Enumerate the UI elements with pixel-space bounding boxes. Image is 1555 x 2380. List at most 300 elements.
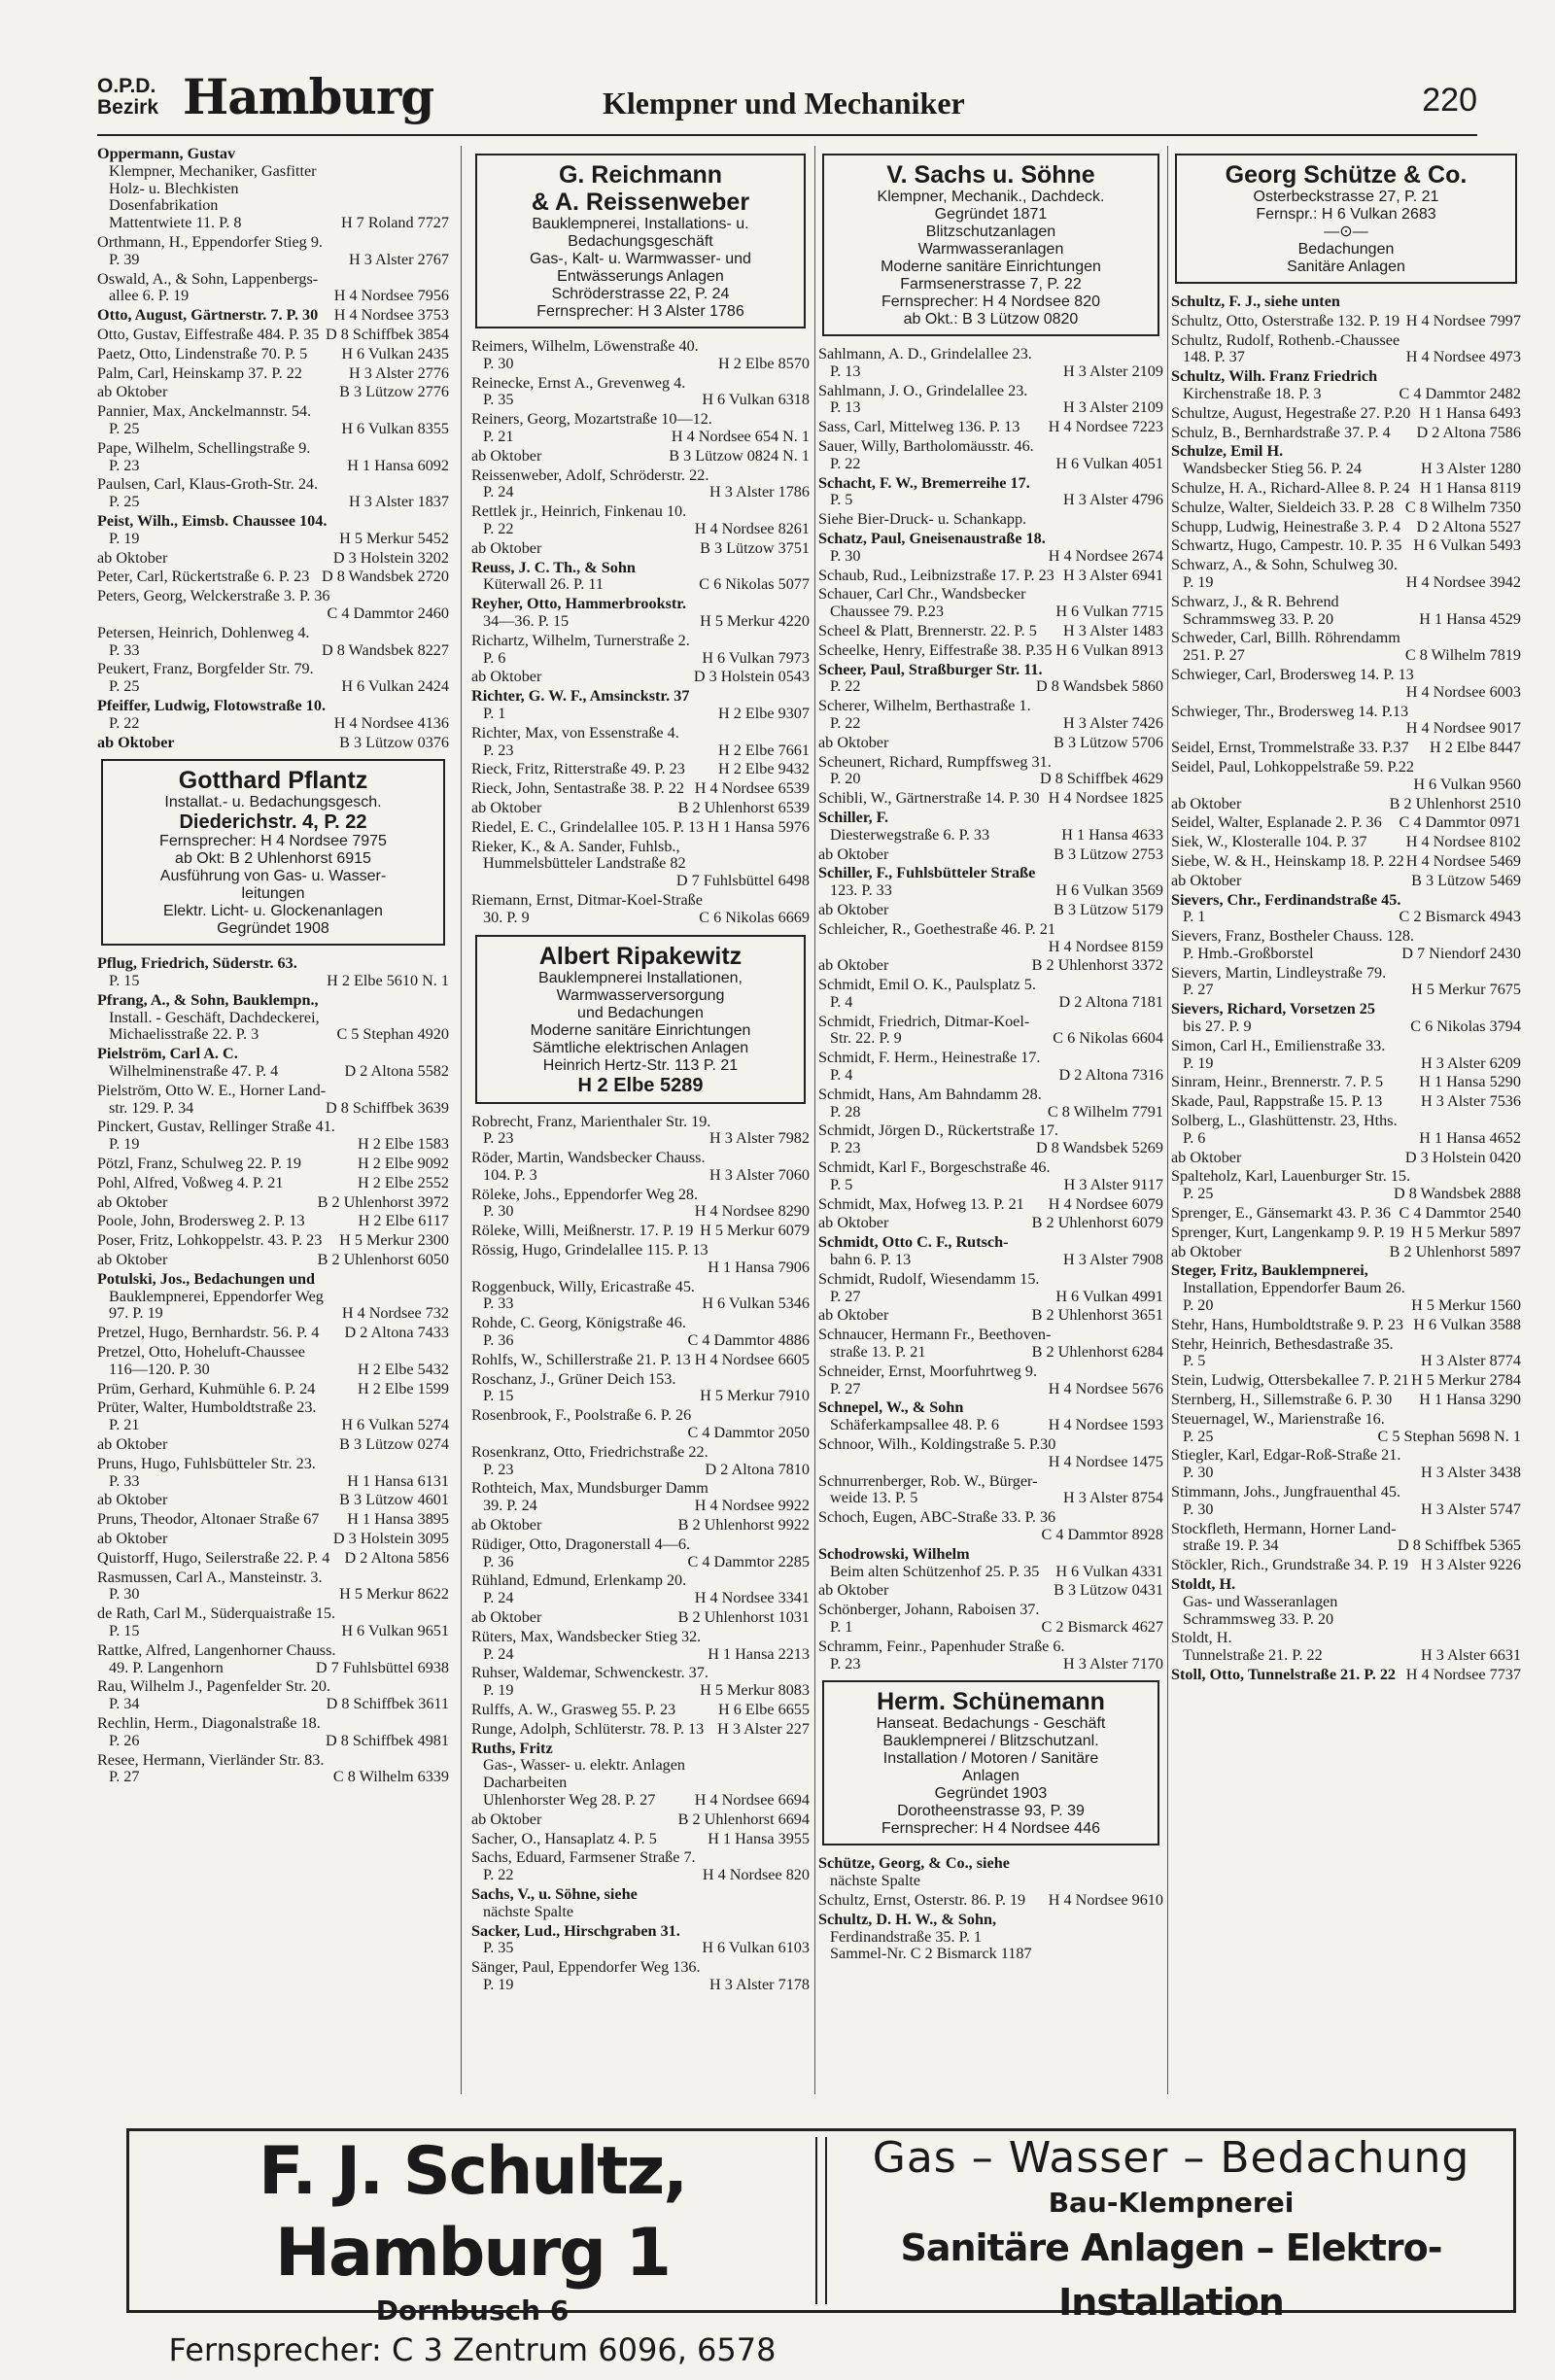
entry-text: Schmidt, F. Herm., Heinestraße 17.: [818, 1050, 1041, 1067]
entry-text: P. 20: [830, 771, 861, 788]
entry-text: Schultz, Wilh. Franz Friedrich: [1171, 368, 1378, 386]
directory-entry: [1171, 1392, 1521, 1409]
directory-entry: [471, 1352, 810, 1369]
entry-detail-line: [97, 1417, 449, 1434]
entry-text: Pohl, Alfred, Voßweg 4. P. 21: [97, 1174, 284, 1191]
company-phone: Fernsprecher: C 3 Zentrum 6096, 6578: [168, 2331, 777, 2368]
phone-number: B 2 Uhlenhorst 3372: [1031, 957, 1163, 975]
entry-text: 148. P. 37: [1183, 349, 1245, 366]
directory-entry: [1171, 537, 1521, 555]
phone-number: H 6 Vulkan 7973: [702, 649, 810, 667]
entry-text: P. 1: [830, 1618, 853, 1636]
entry-text: Pruns, Theodor, Altonaer Straße 67: [97, 1511, 320, 1529]
entry-name-line: [471, 1315, 810, 1332]
entry-text: Sahlmann, A. D., Grindelallee 23.: [818, 346, 1032, 362]
entry-detail-line: [471, 1554, 810, 1571]
phone-number: H 1 Hansa 4529: [1419, 610, 1521, 628]
entry-name-line: [1171, 1521, 1521, 1538]
entry-name-line: [1171, 704, 1521, 739]
entry-text: P. 4: [830, 1067, 853, 1085]
entry-name-line: [471, 800, 810, 817]
phone-number: H 3 Alster 1280: [1421, 461, 1521, 478]
entry-text: Schatz, Paul, Gneisenaustraße 18.: [818, 530, 1046, 547]
entry-name-line: [97, 440, 449, 458]
phone-number: H 1 Hansa 6131: [347, 1472, 449, 1490]
ad-sachs: [822, 154, 1159, 336]
phone-number: B 3 Lützow 0274: [339, 1436, 449, 1454]
phone-number: D 8 Schiffbek 3639: [326, 1099, 449, 1117]
entry-detail-line: [97, 458, 449, 475]
bezirk-label: Bezirk: [97, 96, 159, 119]
ad-line: leitungen: [241, 885, 305, 903]
entry-name-line: [1171, 557, 1521, 574]
entry-text: P. 27: [1183, 982, 1214, 999]
entry-text: Paetz, Otto, Lindenstraße 70. P. 5: [97, 345, 308, 362]
entry-name-line: [818, 1602, 1163, 1619]
entry-text: Schnaucer, Hermann Fr., Beethoven-: [818, 1327, 1052, 1344]
phone-number: H 6 Vulkan 9651: [341, 1622, 449, 1639]
directory-entry: [818, 438, 1163, 473]
phone-number: H 1 Hansa 5290: [1419, 1074, 1521, 1091]
directory-entry: [471, 1959, 810, 1994]
entry-detail-line: [1171, 1465, 1521, 1482]
phone-number: D 8 Wandsbek 8227: [321, 641, 449, 659]
entry-name-line: [1171, 1074, 1521, 1091]
entry-text: straße 13. P. 21: [830, 1344, 926, 1362]
entry-text: Pielström, Carl A. C.: [97, 1046, 238, 1063]
entry-name-line: [818, 383, 1163, 400]
entry-text: Schnoor, Wilh., Koldingstraße 5. P.30: [818, 1436, 1056, 1454]
column-1: [97, 146, 449, 2094]
ad-line: Fernsprecher: H 4 Nordsee 7975: [159, 833, 387, 850]
directory-entry: [1171, 519, 1521, 536]
ad-line: Anlagen: [962, 1768, 1019, 1785]
entry-text: P. 25: [1183, 1186, 1214, 1203]
entry-detail-line: [471, 429, 810, 446]
phone-number: D 7 Niendorf 2430: [1401, 945, 1521, 962]
entry-text: P. 24: [483, 1590, 514, 1607]
entry-detail-line: [471, 576, 810, 594]
entry-text: Otto, Gustav, Eiffestraße 484. P. 35: [97, 326, 320, 343]
phone-number: H 1 Hansa 2213: [708, 1645, 810, 1663]
directory-entry: [97, 1456, 449, 1491]
entry-name-line: [1171, 1001, 1521, 1018]
entry-detail-line: [471, 1462, 810, 1479]
entry-text: Schulze, Walter, Sieldeich 33. P. 28: [1171, 499, 1395, 516]
directory-entry: [818, 1912, 1163, 1963]
entry-text: Schönberger, Johann, Raboisen 37.: [818, 1602, 1040, 1619]
entry-name-line: [97, 1083, 449, 1100]
entry-name-line: [1171, 630, 1521, 647]
entry-text: Schiller, F.: [818, 809, 889, 826]
entry-detail-line: [471, 1940, 810, 1957]
directory-entry: [471, 725, 810, 760]
phone-number: H 6 Vulkan 7715: [1055, 604, 1163, 621]
ad-line: Ausführung von Gas- u. Wasser-: [159, 868, 387, 885]
directory-entry: [97, 1605, 449, 1640]
directory-entry: [1171, 1372, 1521, 1390]
phone-number: C 4 Dammtor 2482: [1399, 385, 1521, 402]
phone-number: H 4 Nordsee 7956: [333, 288, 449, 305]
directory-entry: [97, 1642, 449, 1677]
ad-phone: H 2 Elbe 5289: [577, 1074, 704, 1096]
entry-name-line: [1171, 443, 1521, 461]
entry-name-line: [1171, 928, 1521, 946]
entry-text: Schmidt, Hans, Am Bahndamm 28.: [818, 1086, 1042, 1103]
entry-text: Sänger, Paul, Eppendorfer Weg 136.: [471, 1959, 701, 1977]
entry-name-line: [1171, 892, 1521, 910]
entry-detail-line: [1171, 1594, 1521, 1611]
entry-detail-line: [471, 1792, 810, 1810]
entry-text: de Rath, Carl M., Süderquaistraße 15.: [97, 1605, 336, 1623]
directory-entry: [471, 1223, 810, 1240]
entry-name-line: [471, 1741, 810, 1758]
entry-name-line: [97, 1194, 449, 1212]
directory-entry: [1171, 759, 1521, 794]
entry-detail-line: [818, 1656, 1163, 1673]
entry-text: Sievers, Richard, Vorsetzen 25: [1171, 1001, 1375, 1018]
directory-entry: [471, 800, 810, 817]
entry-detail-line: [818, 1067, 1163, 1085]
entry-detail-line: [818, 1140, 1163, 1157]
entry-detail-line: [97, 973, 449, 990]
phone-number: B 2 Uhlenhorst 3651: [1031, 1307, 1163, 1325]
entry-detail-line: [97, 1733, 449, 1750]
ad-line: Heinrich Hertz-Str. 113 P. 21: [542, 1056, 739, 1074]
entry-text: Peter, Carl, Rückertstraße 6. P. 23: [97, 569, 310, 586]
entry-text: Pötzl, Franz, Schulweg 22. P. 19: [97, 1156, 301, 1173]
phone-number: D 8 Schiffbek 4629: [1040, 771, 1163, 788]
ad-line: Moderne sanitäre Einrichtungen: [530, 1021, 751, 1039]
directory-entry: [471, 560, 810, 595]
phone-number: H 6 Vulkan 5493: [1413, 537, 1521, 555]
entry-text: Scheunert, Richard, Rumpffsweg 31.: [818, 753, 1052, 771]
directory-entry: [471, 1721, 810, 1739]
entry-text: Schoch, Eugen, ABC-Straße 33. P. 36: [818, 1509, 1056, 1527]
phone-number: H 3 Alster 1483: [1063, 622, 1163, 639]
entry-detail-line: [1171, 1280, 1521, 1297]
entry-text: Stöckler, Rich., Grundstraße 34. P. 19: [1171, 1557, 1408, 1574]
entry-text: Install. - Geschäft, Dachdeckerei,: [109, 1009, 320, 1026]
entry-name-line: [818, 977, 1163, 994]
directory-entry: [1171, 1093, 1521, 1111]
entry-text: P. 25: [1183, 1428, 1214, 1445]
entry-name-line: [1171, 814, 1521, 832]
entry-text: Scheer, Paul, Straßburger Str. 11.: [818, 661, 1043, 678]
entry-text: ab Oktober: [818, 845, 889, 863]
entry-name-line: [818, 586, 1163, 604]
entry-text: Schulze, H. A., Richard-Allee 8. P. 24: [1171, 479, 1410, 497]
entry-detail-line: [818, 1030, 1163, 1048]
entry-name-line: [97, 346, 449, 363]
entry-text: Chaussee 79. P.23: [830, 604, 944, 621]
entry-text: Rettlek jr., Heinrich, Finkenau 10.: [471, 503, 687, 521]
entry-text: ab Oktober: [97, 1193, 168, 1211]
entry-detail-line: [1171, 647, 1521, 665]
phone-number: H 2 Elbe 7661: [718, 742, 810, 759]
entry-name-line: [818, 698, 1163, 715]
entry-text: Siebe, W. & H., Heinskamp 18. P. 22: [1171, 852, 1404, 870]
entry-detail-line: [818, 604, 1163, 621]
phone-number: C 8 Wilhelm 7819: [1404, 647, 1521, 665]
entry-text: P. 33: [483, 1295, 514, 1313]
directory-entry: [97, 588, 449, 623]
directory-entry: [818, 977, 1163, 1012]
entry-text: Schmidt, Emil O. K., Paulsplatz 5.: [818, 977, 1036, 994]
ad-line: Bauklempnerei Installationen,: [538, 969, 743, 986]
directory-entry: [471, 338, 810, 373]
entry-name-line: [1171, 1336, 1521, 1354]
entry-detail-line: [818, 1177, 1163, 1194]
entry-name-line: [818, 810, 1163, 827]
entry-text: ab Oktober: [97, 1531, 168, 1547]
directory-entry: [818, 846, 1163, 864]
entry-detail-line: [97, 1305, 449, 1323]
entry-text: ab Oktober: [471, 799, 542, 816]
entry-detail-line: [471, 1332, 810, 1350]
column-divider: [1167, 146, 1168, 2094]
entry-name-line: [471, 1811, 810, 1829]
phone-number: C 4 Dammtor 8928: [1041, 1526, 1163, 1543]
phone-number: H 5 Merkur 6079: [700, 1223, 810, 1240]
entry-name-line: [1171, 1557, 1521, 1574]
entry-name-line: [1171, 834, 1521, 851]
entry-name-line: [97, 992, 449, 1010]
entry-name-line: [97, 1175, 449, 1192]
entry-text: ab Oktober: [471, 1517, 542, 1535]
entry-name-line: [1171, 425, 1521, 442]
phone-number: H 1 Hansa 8119: [1419, 479, 1521, 497]
entry-text: P. 36: [483, 1553, 514, 1570]
entry-text: P. 24: [483, 1645, 514, 1663]
phone-number: H 4 Nordsee 732: [341, 1305, 449, 1323]
phone-number: H 2 Elbe 1599: [358, 1380, 449, 1397]
entry-text: Schwartz, Hugo, Campestr. 10. P. 35: [1171, 537, 1402, 555]
directory-entry: [471, 1886, 810, 1921]
entry-name-line: [471, 375, 810, 393]
entry-text: Sahlmann, J. O., Grindelallee 23.: [818, 382, 1028, 399]
entry-name-line: [1171, 405, 1521, 423]
directory-entry: [818, 1307, 1163, 1325]
directory-entry: [818, 810, 1163, 845]
directory-entry: [97, 1252, 449, 1269]
entry-text: Rüdiger, Otto, Dragonerstall 4—6.: [471, 1535, 691, 1553]
directory-entry: [1171, 332, 1521, 367]
entry-detail-line: [97, 1026, 449, 1044]
entry-name-line: [97, 1252, 449, 1269]
entry-text: Peist, Wilh., Eimsb. Chaussee 104.: [97, 512, 328, 530]
ad-line: Sanitäre Anlagen: [1287, 259, 1405, 275]
column-3: [818, 146, 1163, 2094]
directory-entry: [97, 1381, 449, 1398]
entry-text: bis 27. P. 9: [1183, 1018, 1252, 1036]
entry-name-line: [97, 1213, 449, 1230]
entry-detail-line: [1171, 1647, 1521, 1665]
entry-name-line: [818, 902, 1163, 919]
entry-text: P. 30: [109, 1586, 140, 1604]
entry-text: Reinecke, Ernst A., Grevenweg 4.: [471, 374, 686, 392]
directory-entry: [97, 1511, 449, 1529]
entry-name-line: [818, 790, 1163, 808]
entry-text: Pflug, Friedrich, Süderstr. 63.: [97, 955, 297, 973]
directory-entry: [97, 327, 449, 344]
entry-text: Schwieger, Thr., Brodersweg 14. P.13: [1171, 703, 1409, 720]
phone-number: H 4 Nordsee 1593: [1048, 1417, 1163, 1434]
phone-number: C 4 Dammtor 4886: [687, 1332, 810, 1350]
phone-number: H 4 Nordsee 3341: [694, 1590, 810, 1607]
entry-name-line: [1171, 537, 1521, 555]
entry-text: P. 25: [109, 420, 140, 437]
entry-text: Schultz, Rudolf, Rothenb.-Chaussee: [1171, 331, 1400, 349]
phone-number: H 3 Alster 8774: [1421, 1353, 1521, 1370]
entry-name-line: [1171, 519, 1521, 536]
entry-text: Oppermann, Gustav: [97, 146, 236, 162]
entry-text: Wilhelminenstraße 47. P. 4: [109, 1063, 279, 1081]
entry-name-line: [818, 511, 1163, 529]
ad-line: Elektr. Licht- u. Glockenanlagen: [163, 903, 383, 920]
directory-entry: [97, 569, 449, 586]
ad-lines: [832, 1715, 1150, 1838]
directory-entry: [1171, 965, 1521, 1000]
entry-text: Pielström, Otto W. E., Horner Land-: [97, 1082, 327, 1099]
ad-line: Farmsenerstrasse 7, P. 22: [900, 276, 1082, 293]
entry-name-line: [97, 1531, 449, 1548]
phone-number: C 8 Wilhelm 6339: [332, 1769, 449, 1786]
phone-number: D 2 Altona 5527: [1416, 518, 1521, 535]
entry-text: Ferdinandstraße 35. P. 1: [830, 1928, 983, 1946]
entry-text: P. 1: [1183, 909, 1206, 926]
entry-detail-line: [1171, 1018, 1521, 1036]
phone-number: H 4 Nordsee 820: [702, 1867, 810, 1884]
ad-line: Entwässerungs Anlagen: [557, 268, 724, 285]
entry-text: Schibli, W., Gärtnerstraße 14. P. 30: [818, 790, 1040, 808]
entry-text: Orthmann, H., Eppendorfer Stieg 9.: [97, 233, 323, 251]
entry-detail-line: [1171, 946, 1521, 963]
entry-detail-line: [471, 1388, 810, 1405]
entry-name-line: [97, 1271, 449, 1289]
entry-text: Sachs, V., u. Söhne, siehe: [471, 1885, 638, 1903]
entry-text: Stoldt, H.: [1171, 1630, 1232, 1647]
ad-line: Gegründet 1871: [934, 206, 1048, 223]
entry-text: P. 30: [1183, 1500, 1214, 1518]
entry-name-line: [97, 1569, 449, 1587]
entry-detail-line: [97, 1362, 449, 1379]
entry-detail-line: [818, 994, 1163, 1012]
entry-text: Roschanz, J., Grüner Deich 153.: [471, 1370, 676, 1388]
entry-name-line: [97, 1752, 449, 1770]
services-line-2: Bau-Klempnerei: [1048, 2187, 1295, 2219]
entry-detail-line: [1171, 982, 1521, 999]
entry-detail-line: [818, 1946, 1163, 1963]
entry-name-line: [471, 839, 810, 856]
entry-text: Peters, Georg, Welckerstraße 3. P. 36: [97, 588, 330, 605]
phone-number: D 2 Altona 7810: [705, 1461, 810, 1478]
ad-line: Warmwasseranlagen: [917, 241, 1064, 258]
directory-entry: [471, 1609, 810, 1627]
directory-entry: [1171, 1667, 1521, 1684]
entry-text: Skade, Paul, Rappstraße 15. P. 13: [1171, 1093, 1383, 1111]
ad-schuetze: [1175, 154, 1517, 284]
entry-name-line: [818, 1546, 1163, 1564]
directory-entry: [471, 780, 810, 798]
entry-name-line: [818, 1509, 1163, 1544]
entry-text: Schacht, F. W., Bremerreihe 17.: [818, 474, 1030, 492]
phone-number: B 2 Uhlenhorst 6694: [677, 1811, 810, 1828]
directory-entry: [818, 1122, 1163, 1157]
entry-text: Schupp, Ludwig, Heinestraße 3. P. 4: [1171, 518, 1401, 535]
ad-line: Installation / Motoren / Sanitäre: [882, 1750, 1099, 1768]
entry-detail-line: [1171, 611, 1521, 629]
phone-number: B 3 Lützow 5469: [1411, 872, 1521, 889]
section-title: Klempner und Mechaniker: [603, 86, 965, 121]
entry-text: nächste Spalte: [830, 1873, 921, 1890]
entry-detail-line: [97, 1623, 449, 1640]
directory-entry: [1171, 1074, 1521, 1091]
entry-detail-line: [97, 1660, 449, 1677]
entry-name-line: [97, 1678, 449, 1696]
entry-name-line: [818, 921, 1163, 956]
entry-detail-line: [97, 1696, 449, 1713]
phone-number: H 3 Alster 7170: [1063, 1655, 1163, 1673]
directory-entry: [97, 403, 449, 438]
entry-text: Schrammsweg 33. P. 20: [1183, 610, 1334, 628]
entry-name-line: [818, 1912, 1163, 1929]
directory-entry: [1171, 814, 1521, 832]
phone-number: H 4 Nordsee 9922: [694, 1498, 810, 1515]
entry-text: Kirchenstraße 18. P. 3: [1183, 385, 1322, 402]
entry-detail-line: [471, 521, 810, 538]
entry-name-line: [471, 560, 810, 577]
entry-name-line: [471, 1849, 810, 1867]
phone-number: B 3 Lützow 0376: [339, 734, 449, 751]
entry-text: Schnurrenberger, Rob. W., Bürger-: [818, 1472, 1038, 1490]
phone-number: B 3 Lützow 3751: [700, 539, 810, 557]
ad-pflantz: [101, 759, 445, 946]
entry-name-line: [818, 1050, 1163, 1067]
entry-name-line: [818, 1196, 1163, 1214]
entry-text: P. 22: [109, 714, 140, 732]
phone-number: H 5 Merkur 7675: [1411, 982, 1521, 999]
entry-name-line: [818, 957, 1163, 975]
entry-text: ab Oktober: [818, 1307, 889, 1325]
phone-number: D 8 Wandsbek 2888: [1393, 1186, 1521, 1203]
phone-number: B 2 Uhlenhorst 6284: [1031, 1344, 1163, 1362]
entry-text: Schmidt, Karl F., Borgeschstraße 46.: [818, 1159, 1051, 1177]
directory-entry: [97, 698, 449, 733]
entry-text: Ruths, Fritz: [471, 1740, 553, 1757]
directory-entry: [818, 531, 1163, 566]
directory-entry: [1171, 293, 1521, 311]
entry-text: Pape, Wilhelm, Schellingstraße 9.: [97, 439, 311, 457]
entry-text: Schwarz, A., & Sohn, Schulweg 30.: [1171, 557, 1398, 574]
entry-text: Pfrang, A., & Sohn, Bauklempn.,: [97, 991, 319, 1009]
entry-text: P. 30: [830, 547, 861, 565]
entry-name-line: [818, 865, 1163, 882]
entry-text: P. 33: [109, 1472, 140, 1490]
phone-number: H 6 Vulkan 9560: [1413, 775, 1521, 793]
directory-entry: [97, 1752, 449, 1787]
phone-number: H 6 Vulkan 2424: [341, 678, 449, 696]
entry-detail-line: [1171, 1186, 1521, 1203]
ad-line: Klempner, Mechanik., Dachdeck.: [877, 189, 1105, 205]
directory-entry: [471, 892, 810, 927]
entry-text: Steuernagel, W., Marienstraße 16.: [1171, 1410, 1385, 1428]
city-title: Hamburg: [183, 68, 434, 125]
entry-name-line: [1171, 1576, 1521, 1594]
entry-text: ab Oktober: [97, 734, 175, 751]
directory-entry: [471, 1923, 810, 1958]
directory-entry: [97, 365, 449, 383]
